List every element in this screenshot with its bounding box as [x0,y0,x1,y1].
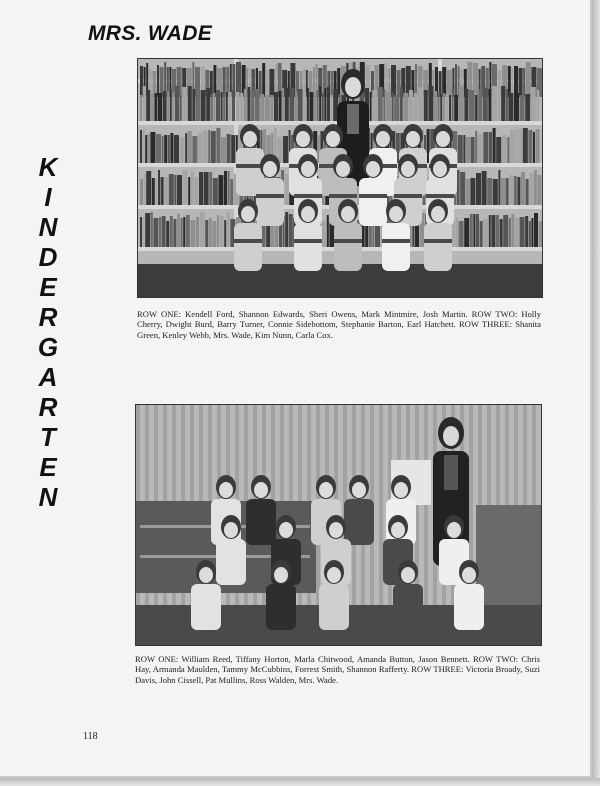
section-title-letter: G [37,332,59,362]
section-title-letter: R [38,302,58,332]
section-title-letter: A [38,362,58,392]
class-photo-2-image [136,405,541,645]
section-title-letter: E [39,452,57,482]
class-photo-1 [137,58,543,298]
photo-2-caption: ROW ONE: William Reed, Tiffany Horton, Marla Chitwood, Amanda Button, Jason Bennett. ROW TWO: Chris Hay, Armanda Maulden, Tammy McCubbins, Forrest Smith, Shannon Rafferty. ROW THREE: Victoria Broady, Suzi Davis, John Cissell, Pat Mullins, Ross Walden, Mrs. Wade. [135,654,540,685]
section-title-letter: N [38,482,58,512]
section-title-letter: R [38,392,58,422]
section-title [30,152,66,512]
section-title-letter: K [38,152,58,182]
page-edge-shadow [592,0,600,786]
show-through-text [85,372,90,393]
section-title-letter: E [39,272,57,302]
section-title-letter: T [40,422,56,452]
class-photo-2 [135,404,542,646]
class-photo-1-image [138,59,542,297]
section-title-letter: I [44,182,52,212]
page-bottom-shadow [0,778,600,786]
page-number: 118 [83,731,98,742]
photo-1-caption: ROW ONE: Kendell Ford, Shannon Edwards, Sheri Owens, Mark Mintmire, Josh Martin. ROW TWO: Holly Cherry, Dwight Burd, Barry Turner, Connie Sidebottom, Stephanie Barton, Earl Hatchett. ROW THREE: Shanita Green, Kenley Webb, Mrs. Wade, Kim Nunn, Carla Cox. [137,309,541,340]
teacher-heading: MRS. WADE [88,22,213,45]
section-title-letter: D [38,242,58,272]
section-title-letter: N [38,212,58,242]
